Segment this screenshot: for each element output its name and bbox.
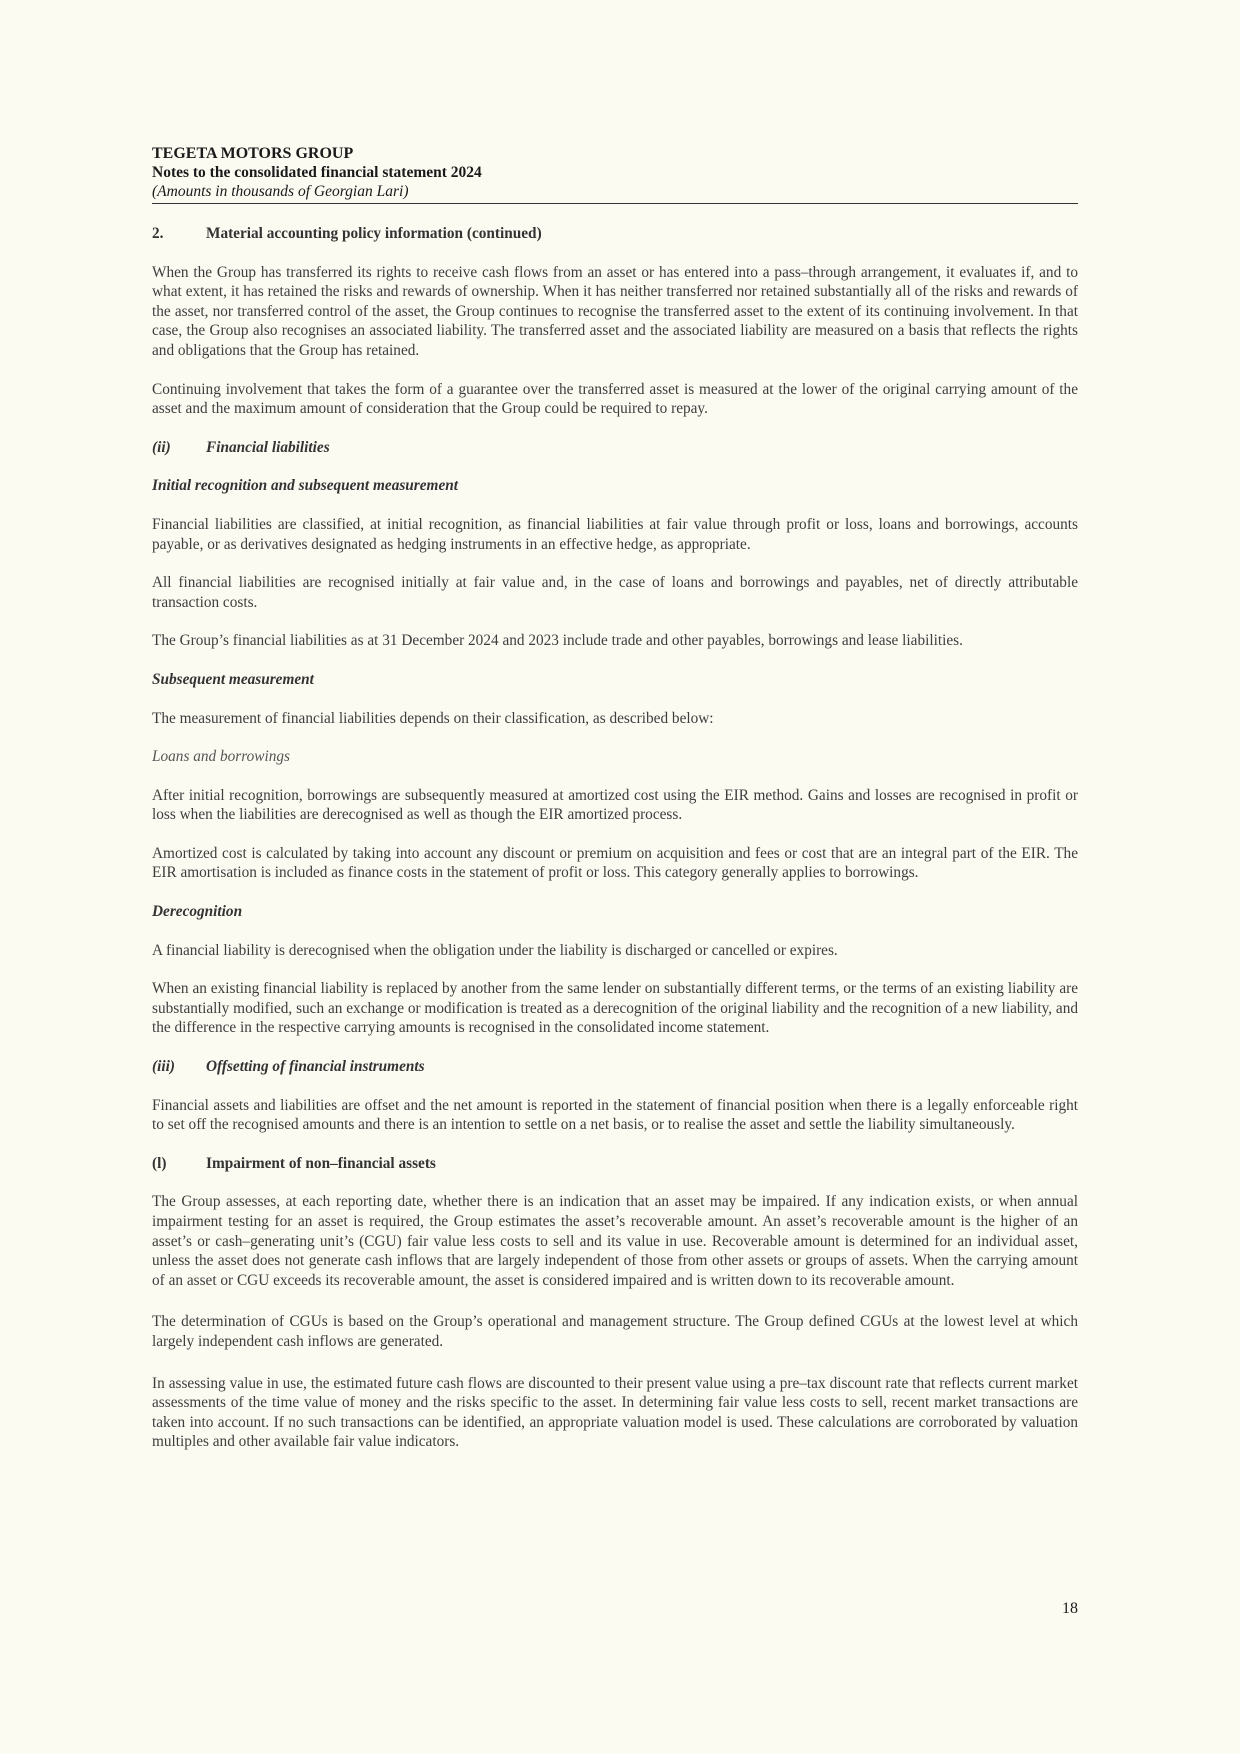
heading-loans-and-borrowings: Loans and borrowings	[152, 748, 290, 766]
paragraph: A financial liability is derecognised when the obligation under the liability is discharged or cancelled or expires.	[152, 941, 838, 959]
section-heading	[152, 224, 1078, 244]
heading-initial-recognition: Initial recognition and subsequent measurement	[152, 477, 458, 495]
paragraph: The Group’s financial liabilities as at 31 December 2024 and 2023 include trade and other payables, borrowings and lease liabilities.	[152, 632, 963, 650]
paragraph: The measurement of financial liabilities depends on their classification, as described below:	[152, 709, 714, 727]
paragraph: Continuing involvement that takes the form of a guarantee over the transferred asset is measured at the lower of the original carrying amount of the asset and the maximum amount of consideration that the Group could be required to repay.	[152, 380, 1078, 418]
paragraph: Amortized cost is calculated by taking into account any discount or premium on acquisition and fees or cost that are an integral part of the EIR. The EIR amortisation is included as finance costs in the statement of profit or loss. This category generally applies to borrowings.	[152, 844, 1078, 882]
amounts-note: (Amounts in thousands of Georgian Lari)	[152, 183, 409, 200]
paragraph: The Group assesses, at each reporting date, whether there is an indication that an asset may be impaired. If any indication exists, or when annual impairment testing for an asset is required, the Group estimates the asset’s recoverable amount. An asset’s recoverable amount is the higher of an asset’s or cash–generating unit’s (CGU) fair value less costs to sell and its value in use. Recoverable amount is determined for an individual asset, unless the asset does not generate cash inflows that are largely independent of those from other assets or groups of assets. When the carrying amount of an asset or CGU exceeds its recoverable amount, the asset is considered impaired and is written down to its recoverable amount.	[152, 1193, 1078, 1289]
company-name: TEGETA MOTORS GROUP	[152, 145, 354, 162]
section-number: 2.	[152, 225, 164, 242]
heading-subsequent-measurement: Subsequent measurement	[152, 670, 314, 688]
paragraph: Financial liabilities are classified, at initial recognition, as financial liabilities at fair value through profit or loss, loans and borrowings, accounts payable, or as derivatives designated as hedging instruments in an effective hedge, as appropriate.	[152, 515, 1078, 553]
page-header	[152, 144, 1078, 204]
subsection-heading-ii	[152, 438, 1078, 458]
paragraph: When an existing financial liability is replaced by another from the same lender on substantially different terms, or the terms of an existing liability are substantially modified, such an exchange or modification is treated as a derecognition of the original liability and the recognition of a new liability, and the difference in the respective carrying amounts is recognised in the consolidated income statement.	[152, 980, 1078, 1037]
page-body	[152, 224, 1078, 1471]
paragraph: After initial recognition, borrowings are subsequently measured at amortized cost using the EIR method. Gains and losses are recognised in profit or loss when the liabilities are derecognised as well as though the EIR amortized process.	[152, 786, 1078, 824]
document-subtitle: Notes to the consolidated financial statement 2024	[152, 164, 482, 181]
subsection-number: (iii)	[152, 1058, 175, 1076]
paragraph: All financial liabilities are recognised initially at fair value and, in the case of loans and borrowings and payables, net of directly attributable transaction costs.	[152, 574, 1078, 611]
paragraph: In assessing value in use, the estimated future cash flows are discounted to their present value using a pre–tax discount rate that reflects current market assessments of the time value of money and the risks specific to the asset. In determining fair value less costs to sell, recent market transactions are taken into account. If no such transactions can be identified, an appropriate valuation model is used. These calculations are corroborated by valuation multiples and other available fair value indicators.	[152, 1374, 1078, 1451]
subsection-title: Impairment of non–financial assets	[206, 1154, 436, 1172]
subsection-number: (l)	[152, 1154, 167, 1172]
paragraph: The determination of CGUs is based on the Group’s operational and management structure. The Group defined CGUs at the lowest level at which largely independent cash inflows are generated.	[152, 1313, 1078, 1350]
subsection-heading-l	[152, 1154, 1078, 1174]
subsection-heading-iii	[152, 1057, 1078, 1077]
section-title: Material accounting policy information (continued)	[206, 225, 542, 242]
paragraph: Financial assets and liabilities are offset and the net amount is reported in the statement of financial position when there is a legally enforceable right to set off the recognised amounts and there is an intention to settle on a net basis, or to realise the asset and settle the liability simultaneously.	[152, 1096, 1078, 1134]
subsection-number: (ii)	[152, 438, 171, 456]
page-number: 18	[1062, 1600, 1078, 1617]
subsection-title: Financial liabilities	[206, 438, 330, 456]
subsection-title: Offsetting of financial instruments	[206, 1058, 425, 1076]
paragraph: When the Group has transferred its rights to receive cash flows from an asset or has entered into a pass–through arrangement, it evaluates if, and to what extent, it has retained the risks and rewards of ownership. When it has neither transferred nor retained substantially all of the risks and rewards of the asset, nor transferred control of the asset, the Group continues to recognise the transferred asset to the extent of its continuing involvement. In that case, the Group also recognises an associated liability. The transferred asset and the associated liability are measured on a basis that reflects the rights and obligations that the Group has retained.	[152, 263, 1078, 359]
heading-derecognition: Derecognition	[152, 903, 243, 921]
